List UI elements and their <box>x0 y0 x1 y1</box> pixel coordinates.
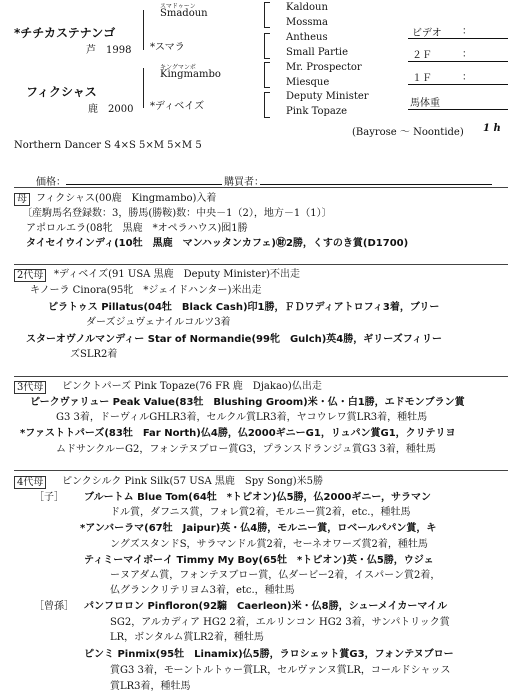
gen3-line-1: ピンクトパーズ Pink Topaze(76 FR 鹿 Djakao)仏出走 <box>62 381 322 392</box>
gen4-line-2: ブルートム Blue Tom(64牡 *トピオン)仏5勝，仏2000ギニー，サラマン <box>84 492 431 503</box>
gen4-line-12: ピンミ Pinmix(95牡 Linamix)仏5勝，ラロシェット賞G3，フォンテヌブロー <box>84 649 454 660</box>
gen4-line-5: ングズスタンドS，サラマンドル賞2着，セーネオワーズ賞2着，種牡馬 <box>110 539 428 550</box>
section-dam-label: 母 <box>14 193 30 206</box>
dam-sire-dam: Miesque <box>286 77 330 88</box>
gen4-line-7: ーヌアダム賞，フォンテヌブロー賞，仏ダービー2着，イスパーン賞2着， <box>110 570 441 581</box>
dam-sire: Kingmambo <box>160 69 221 80</box>
gen4-line-11: LR，ボンタルム賞LR2着，種牡馬 <box>110 632 264 643</box>
dam-sire-sire: Mr. Prospector <box>286 62 362 73</box>
video-label: ビデオ <box>412 28 442 39</box>
gen4-line-10: SG2，アルカディア HG2 2着，エルリンコン HG2 3着，サンパトリック賞 <box>110 617 450 628</box>
gen2-line-3: ピラトゥス Pillatus(04牡 Black Cash)印1勝，ＦＤワディアトロフィ3着，ブリー <box>48 302 440 313</box>
buyer-label: 購買者： <box>224 177 264 188</box>
dam-sire-ruby: キングマンボ <box>160 64 196 71</box>
f2-colon: ： <box>462 49 472 60</box>
dam-dam-dam: Pink Topaze <box>286 106 348 117</box>
gen4-line-4: *アンバーラマ(67牡 Jaipur)英・仏4勝，モルニー賞，ロベールパパン賞，キ <box>80 523 437 534</box>
gen3-line-2: ピークヴァリュー Peak Value(83牡 Blushing Groom)米・仏・白1勝，エドモンブラン賞 <box>30 397 465 408</box>
dam-color-year: 鹿 2000 <box>88 104 134 115</box>
sire-sire-ruby: スマドゥーン <box>160 3 196 10</box>
gen2-line-2: キノーラ Cinora(95牝 *ジェイドハンター)米出走 <box>30 285 262 296</box>
dam-line-2: 〔産駒馬名登録数：3，勝馬(勝鞍)数：中央－1（2），地方－1（1）〕 <box>22 208 332 219</box>
f1-colon: ： <box>462 72 472 83</box>
sire-dam-sire: Antheus <box>286 32 328 43</box>
section-gen3-label: 3代母 <box>14 381 46 394</box>
sire-name: *チチカステナンゴ <box>14 26 116 40</box>
stall-h: 1 h <box>483 123 501 134</box>
gen4-tag-sousun: ［曾孫］ <box>34 601 74 612</box>
dam-line-3: アポロルエラ(08牝 黒鹿 *オペラハウス)囮1勝 <box>26 223 248 234</box>
sire-dam-dam: Small Partie <box>286 47 349 58</box>
gen4-tag-ko: ［子］ <box>34 492 64 503</box>
f2-label: ２Ｆ <box>412 50 432 61</box>
gen2-line-5: スターオヴノルマンディー Star of Normandie(99牝 Gulch)英4勝，ギリーズフィリー <box>26 334 442 345</box>
video-colon: ： <box>462 26 472 37</box>
f1-label: １Ｆ <box>412 73 432 84</box>
gen2-line-1: *ディベイズ(91 USA 黒鹿 Deputy Minister)不出走 <box>54 269 301 280</box>
gen3-line-5: ムドサンクルーG2，フォンテヌブロー賞G3，プランスドランジュ賞G3 3着，種牡馬 <box>56 444 436 455</box>
sire-sire: Smadoun <box>160 8 208 19</box>
dam-dam: *ディベイズ <box>150 101 205 112</box>
gen3-line-3: G3 3着，ドーヴィルGHLR3着，セルクル賞LR3着，ヤコウレワ賞LR3着，種牡馬 <box>56 412 428 423</box>
gen4-line-9: パンフロロン Pinfloron(92騸 Caerleon)米・仏8勝，シューメイカーマイル <box>84 601 448 612</box>
section-gen4-label: 4代母 <box>14 476 46 489</box>
price-label: 価格： <box>36 177 66 188</box>
sire-sire-dam: Mossma <box>286 17 328 28</box>
dam-line-4: タイセイウインディ(10牡 黒鹿 マンハッタンカフェ)㊖2勝，くすのき賞(D1700) <box>26 238 409 249</box>
dam-line-1: フィクシャス(00鹿 Kingmambo)入着 <box>36 193 217 204</box>
stall-text: (Bayrose ～ Noontide) <box>352 127 464 138</box>
dam-name: フィクシャス <box>26 85 97 99</box>
gen4-line-8: 仏グランクリテリヨム3着，etc.，種牡馬 <box>110 585 295 596</box>
sire-dam: *スマラ <box>150 42 185 53</box>
gen4-line-14: 賞LR3着，種牡馬 <box>110 681 191 692</box>
weight-label: 馬体重 <box>410 98 440 109</box>
inbreeding: Northern Dancer S 4×S 5×M 5×M 5 <box>14 140 202 151</box>
sire-color-year: 芦 1998 <box>86 45 132 56</box>
gen4-line-13: 賞G3 3着，モーントルトゥー賞LR，セルヴァンヌ賞LR，コールドシャッス <box>110 665 451 676</box>
sire-sire-sire: Kaldoun <box>286 2 328 13</box>
gen2-line-6: ズSLR2着 <box>70 349 118 360</box>
gen2-line-4: ダーズジュヴェナイルコルツ3着 <box>86 317 231 328</box>
section-gen2-label: 2代母 <box>14 269 46 282</box>
gen4-line-6: ティミーマイボーイ Timmy My Boy(65牡 *トピオン)英・仏5勝，ウジェ <box>84 555 434 566</box>
gen4-line-3: ドル賞，ダフニス賞，フォレ賞2着，モルニー賞2着，etc.，種牡馬 <box>110 507 411 518</box>
gen3-line-4: *ファストトパーズ(83牡 Far North)仏4勝，仏2000ギニーG1，リュパン賞G1，クリテリヨ <box>20 428 456 439</box>
gen4-line-1: ピンクシルク Pink Silk(57 USA 黒鹿 Spy Song)米5勝 <box>62 476 323 487</box>
dam-dam-sire: Deputy Minister <box>286 91 369 102</box>
